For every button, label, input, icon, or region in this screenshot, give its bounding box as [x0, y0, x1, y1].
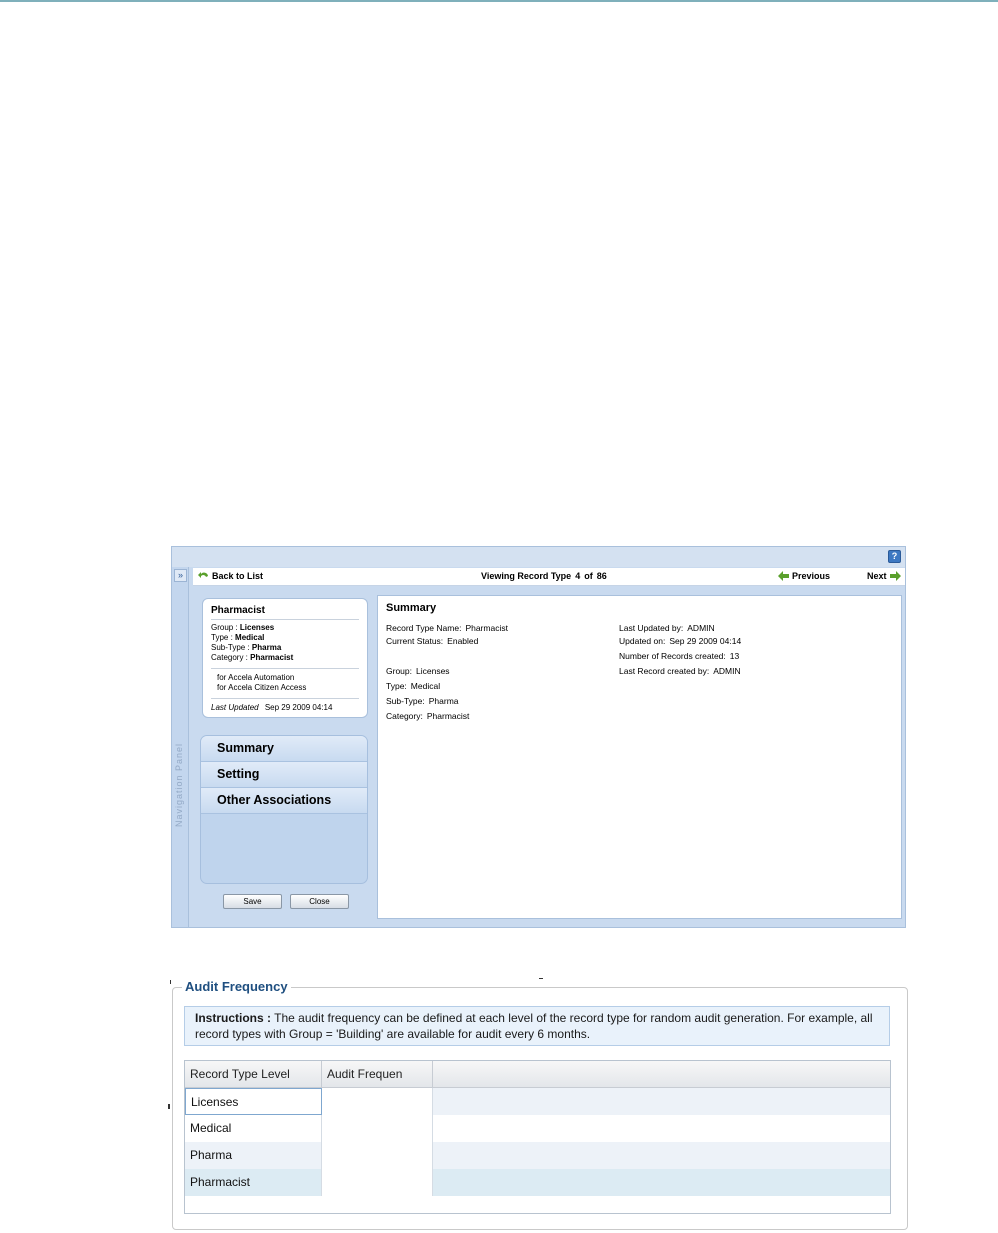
- card-divider-2: [211, 698, 359, 699]
- type-value: Medical: [410, 681, 441, 691]
- current-status-label: Current Status:: [386, 636, 444, 646]
- navigation-panel-strip[interactable]: [172, 567, 189, 927]
- subtype-field: [386, 696, 459, 706]
- record-type-card: [202, 598, 368, 718]
- last-updated-by-label: Last Updated by:: [619, 623, 684, 633]
- current-record-number: 4: [575, 571, 581, 581]
- card-type: [211, 633, 359, 643]
- record-toolbar: [193, 568, 905, 586]
- card-last-updated-value: Sep 29 2009 04:14: [264, 703, 333, 712]
- last-record-by-label: Last Record created by:: [619, 666, 710, 676]
- last-updated-by-field: [619, 623, 715, 633]
- record-type-window: [171, 546, 906, 928]
- type-label: Type:: [386, 681, 407, 691]
- num-records-field: [619, 651, 739, 661]
- category-label: Category:: [386, 711, 423, 721]
- audit-frequency-grid: [184, 1060, 891, 1214]
- record-type-level-cell[interactable]: Medical: [185, 1115, 322, 1142]
- card-for-line-2: for Accela Citizen Access: [217, 683, 307, 692]
- category-value: Pharmacist: [426, 711, 470, 721]
- num-records-value: 13: [729, 651, 740, 661]
- card-group-label: Group :: [211, 623, 238, 632]
- back-to-list-link[interactable]: [198, 571, 263, 581]
- next-button[interactable]: [867, 571, 901, 581]
- current-status-value: Enabled: [447, 636, 479, 646]
- card-category-label: Category :: [211, 653, 248, 662]
- last-updated-by-value: ADMIN: [687, 623, 715, 633]
- record-type-level-cell[interactable]: Pharma: [185, 1142, 322, 1169]
- type-field: [386, 681, 440, 691]
- last-record-by-field: [619, 666, 741, 676]
- table-row[interactable]: [185, 1142, 890, 1169]
- record-type-level-cell[interactable]: Licenses: [185, 1088, 322, 1115]
- last-record-by-value: ADMIN: [713, 666, 741, 676]
- previous-arrow-icon: [778, 571, 789, 581]
- audit-frequency-cell[interactable]: [322, 1115, 433, 1142]
- row-filler: [433, 1088, 890, 1115]
- card-category: [211, 653, 359, 663]
- record-type-name-field: [386, 623, 508, 633]
- crop-mark: [170, 980, 171, 984]
- instructions-text: The audit frequency can be defined at each level of the record type for random audit generation. For example, all record types with Group = 'Building' are available for audit every 6 months.: [195, 1011, 873, 1041]
- subtype-value: Pharma: [428, 696, 459, 706]
- card-category-value: Pharmacist: [250, 653, 294, 662]
- row-filler: [433, 1115, 890, 1142]
- subtype-label: Sub-Type:: [386, 696, 425, 706]
- top-rule: [0, 0, 998, 2]
- viewing-label: Viewing Record Type: [481, 571, 572, 581]
- total-record-count: 86: [596, 571, 607, 581]
- current-status-field: [386, 636, 478, 646]
- audit-instructions: [184, 1006, 890, 1046]
- record-position: [481, 571, 611, 581]
- category-field: [386, 711, 469, 721]
- back-arrow-icon: [198, 571, 209, 581]
- card-group-value: Licenses: [239, 623, 275, 632]
- audit-frequency-cell[interactable]: [322, 1088, 433, 1115]
- nav-item-setting[interactable]: Setting: [201, 762, 367, 788]
- nav-item-other-associations[interactable]: Other Associations: [201, 788, 367, 814]
- card-divider: [211, 668, 359, 669]
- updated-on-field: [619, 636, 741, 646]
- crop-mark: [539, 978, 543, 979]
- row-filler: [433, 1142, 890, 1169]
- table-row[interactable]: [185, 1115, 890, 1142]
- card-last-updated-label: Last Updated: [211, 703, 259, 712]
- card-subtype-label: Sub-Type :: [211, 643, 250, 652]
- nav-item-summary[interactable]: Summary: [201, 736, 367, 762]
- help-icon[interactable]: ?: [888, 550, 901, 563]
- table-row[interactable]: [185, 1088, 890, 1115]
- column-header-audit-frequency[interactable]: Audit Frequen: [322, 1061, 433, 1087]
- audit-frequency-legend: Audit Frequency: [182, 979, 291, 994]
- updated-on-value: Sep 29 2009 04:14: [669, 636, 742, 646]
- group-field: [386, 666, 450, 676]
- navigation-panel-label: Navigation Panel: [174, 742, 184, 827]
- card-type-value: Medical: [235, 633, 265, 642]
- card-title: Pharmacist: [211, 605, 359, 620]
- next-label: Next: [867, 571, 887, 581]
- updated-on-label: Updated on:: [619, 636, 666, 646]
- num-records-label: Number of Records created:: [619, 651, 726, 661]
- card-for-line-1: for Accela Automation: [217, 673, 295, 682]
- record-type-name-value: Pharmacist: [465, 623, 508, 633]
- expand-icon[interactable]: »: [174, 569, 187, 582]
- crop-mark: [168, 1104, 170, 1109]
- window-topbar: [172, 547, 905, 567]
- summary-title: Summary: [386, 602, 437, 614]
- record-type-name-label: Record Type Name:: [386, 623, 462, 633]
- grid-header: [185, 1061, 890, 1088]
- card-group: [211, 623, 359, 633]
- next-arrow-icon: [890, 571, 901, 581]
- column-header-filler: [433, 1061, 890, 1087]
- of-label: of: [584, 571, 593, 581]
- instructions-label: Instructions :: [195, 1011, 272, 1025]
- previous-label: Previous: [792, 571, 831, 581]
- card-type-label: Type :: [211, 633, 233, 642]
- row-filler: [433, 1169, 890, 1196]
- audit-frequency-cell[interactable]: [322, 1142, 433, 1169]
- close-button[interactable]: Close: [290, 894, 349, 909]
- audit-frequency-cell[interactable]: [322, 1169, 433, 1196]
- card-subtype: [211, 643, 359, 653]
- record-type-level-cell[interactable]: Pharmacist: [185, 1169, 322, 1196]
- summary-panel: [377, 595, 902, 919]
- column-header-record-type-level[interactable]: Record Type Level: [185, 1061, 322, 1087]
- save-button[interactable]: Save: [223, 894, 282, 909]
- card-subtype-value: Pharma: [251, 643, 282, 652]
- card-last-updated: [211, 703, 359, 713]
- group-label: Group:: [386, 666, 412, 676]
- table-row[interactable]: [185, 1169, 890, 1196]
- previous-button[interactable]: [778, 571, 830, 581]
- back-to-list-label: Back to List: [212, 571, 264, 581]
- section-nav-menu: [200, 735, 368, 884]
- group-value: Licenses: [416, 666, 450, 676]
